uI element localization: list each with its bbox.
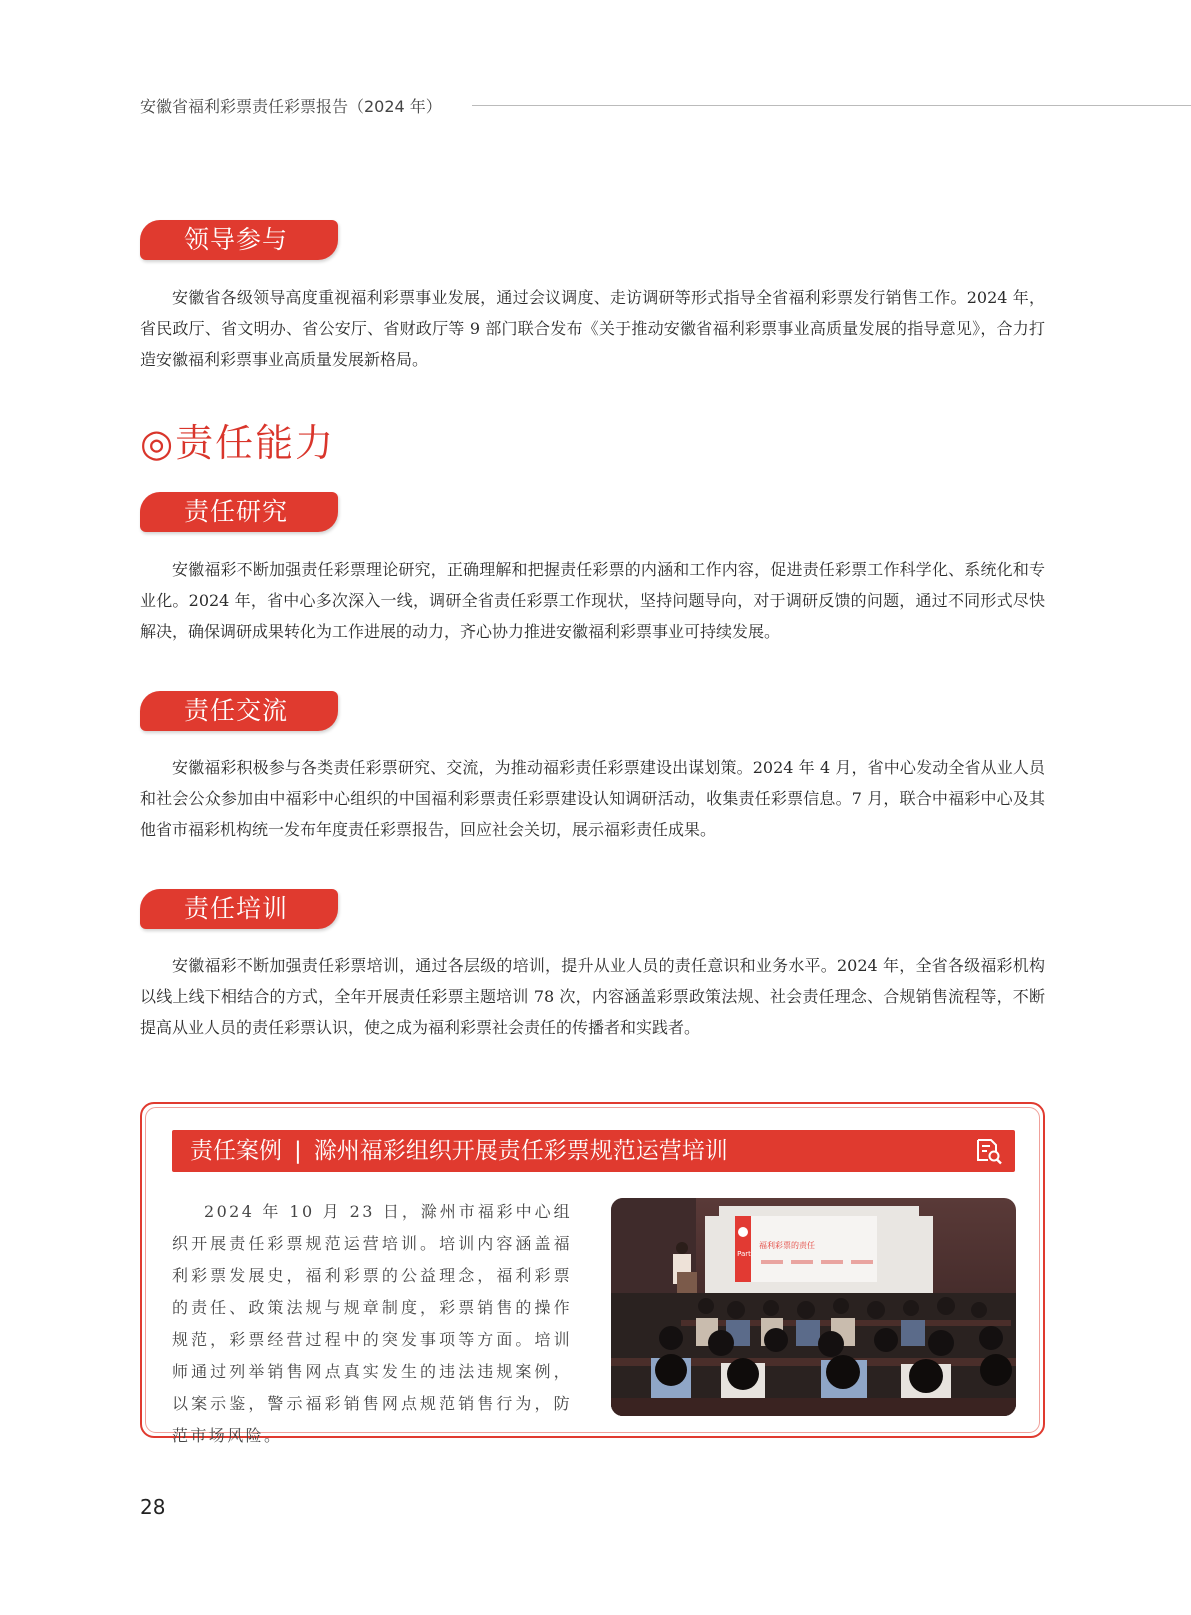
case-title-bar: [172, 1130, 1015, 1172]
exchange-paragraph: 安徽福彩积极参与各类责任彩票研究、交流，为推动福彩责任彩票建设出谋划策。2024 年 4 月，省中心发动全省从业人员和社会公众参加由中福彩中心组织的中国福利彩票责任彩票建设认知调研活动，收集责任彩票信息。7 月，联合中福彩中心及其他省市福彩机构统一发布年度责任彩票报告，回应社会关切，展示福彩责任成果。: [140, 758, 1045, 839]
capability-heading: ◎责任能力: [140, 421, 336, 465]
screen-badge: Part: [737, 1250, 751, 1258]
case-paragraph: 2024 年 10 月 23 日，滁州市福彩中心组织开展责任彩票规范运营培训。培训内容涵盖福利彩票发展史，福利彩票的公益理念，福利彩票的责任、政策法规与规章制度，彩票销售的操作规范，彩票经营过程中的突发事项等方面。培训师通过列举销售网点真实发生的违法违规案例，以案示鉴，警示福彩销售网点规范销售行为，防范市场风险。: [172, 1202, 572, 1445]
header-title: 安徽省福利彩票责任彩票报告（2024 年）: [140, 97, 442, 116]
section-label-training: 责任培训: [140, 889, 338, 929]
section-label-exchange: 责任交流: [140, 691, 338, 731]
case-separator: |: [294, 1138, 302, 1164]
leadership-paragraph: 安徽省各级领导高度重视福利彩票事业发展，通过会议调度、走访调研等形式指导全省福利彩票发行销售工作。2024 年，省民政厅、省文明办、省公安厅、省财政厅等 9 部门联合发布《关于推动安徽省福利彩票事业高质量发展的指导意见》，合力打造安徽福利彩票事业高质量发展新格局。: [140, 288, 1045, 369]
page-number: 28: [140, 1495, 166, 1519]
section-label-leadership: 领导参与: [140, 220, 338, 260]
header-rule: [472, 105, 1191, 106]
case-tag: 责任案例: [190, 1138, 282, 1164]
section-label-research: 责任研究: [140, 492, 338, 532]
training-paragraph: 安徽福彩不断加强责任彩票培训，通过各层级的培训，提升从业人员的责任意识和业务水平。2024 年，全省各级福彩机构以线上线下相结合的方式，全年开展责任彩票主题培训 78 次，内容涵盖彩票政策法规、社会责任理念、合规销售流程等，不断提高从业人员的责任彩票认识，使之成为福利彩票社会责任的传播者和实践者。: [140, 956, 1045, 1037]
training-photo: [611, 1198, 1016, 1416]
case-title: 滁州福彩组织开展责任彩票规范运营培训: [313, 1138, 728, 1164]
screen-title: 福利彩票的责任: [759, 1241, 815, 1250]
research-paragraph: 安徽福彩不断加强责任彩票理论研究，正确理解和把握责任彩票的内涵和工作内容，促进责任彩票工作科学化、系统化和专业化。2024 年，省中心多次深入一线，调研全省责任彩票工作现状，坚持问题导向，对于调研反馈的问题，通过不同形式尽快解决，确保调研成果转化为工作进展的动力，齐心协力推进安徽福利彩票事业可持续发展。: [140, 560, 1045, 641]
case-box: [140, 1102, 1045, 1445]
document-search-icon: [973, 1136, 1003, 1166]
training-photo-illustration: [611, 1198, 1016, 1416]
